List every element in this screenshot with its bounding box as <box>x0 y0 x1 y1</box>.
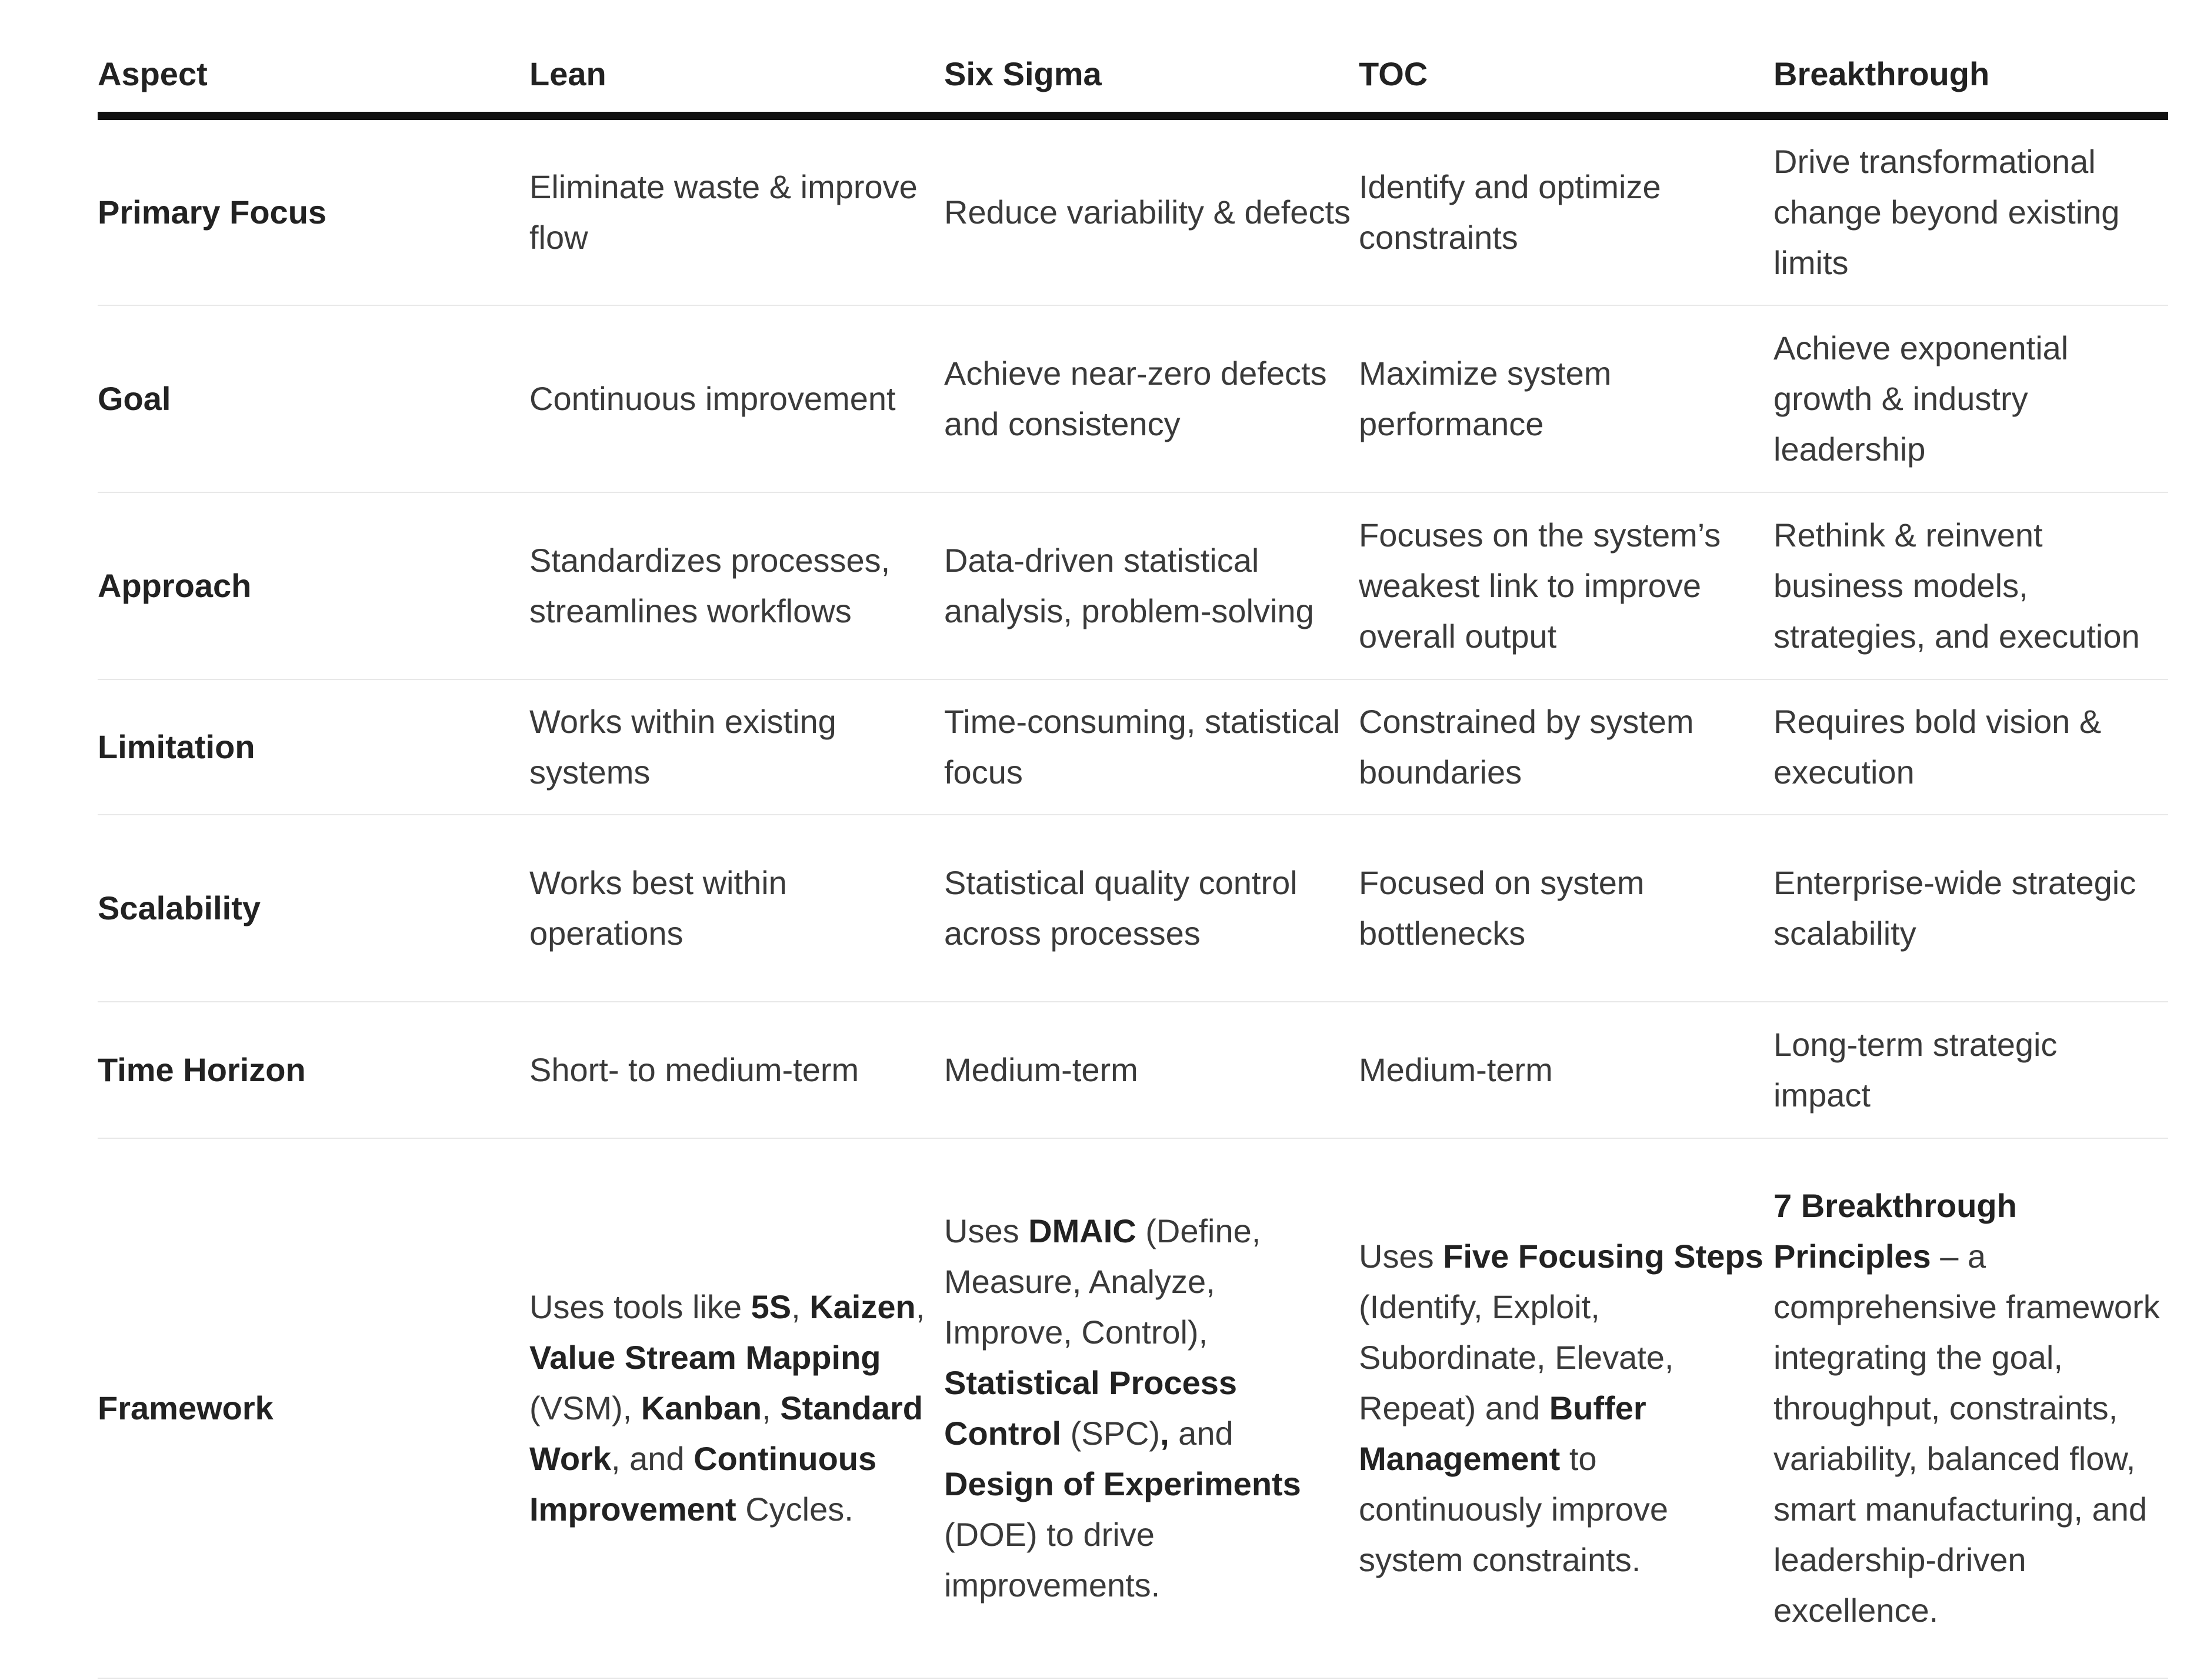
header-breakthrough: Breakthrough <box>1773 35 2168 116</box>
table-row <box>98 492 2168 679</box>
header-aspect: Aspect <box>98 35 529 116</box>
cell-lean: Short- to medium-term <box>529 1002 944 1138</box>
cell-six-sigma: Time-consuming, statistical focus <box>944 679 1359 815</box>
cell-toc: Constrained by system boundaries <box>1359 679 1773 815</box>
cell-toc: Maximize system performance <box>1359 305 1773 492</box>
table-row <box>98 1002 2168 1138</box>
cell-breakthrough: Drive transformational change beyond existing limits <box>1773 116 2168 305</box>
table-row <box>98 679 2168 815</box>
cell-breakthrough: Enterprise-wide strategic scalability <box>1773 815 2168 1002</box>
table-row <box>98 116 2168 305</box>
row-label: Framework <box>98 1138 529 1678</box>
bold-run: Buffer Management <box>1359 1389 1646 1477</box>
cell-breakthrough: Rethink & reinvent business models, strategies, and execution <box>1773 492 2168 679</box>
cell-six-sigma <box>944 1138 1359 1678</box>
cell-toc: Focuses on the system’s weakest link to improve overall output <box>1359 492 1773 679</box>
cell-lean: Works within existing systems <box>529 679 944 815</box>
comparison-table <box>98 35 2168 1679</box>
table-row <box>98 815 2168 1002</box>
bold-run: DMAIC <box>1028 1212 1136 1249</box>
bold-run: Design of Experiments <box>944 1465 1301 1502</box>
cell-six-sigma: Data-driven statistical analysis, problem-solving <box>944 492 1359 679</box>
cell-breakthrough: Requires bold vision & execution <box>1773 679 2168 815</box>
header-six-sigma: Six Sigma <box>944 35 1359 116</box>
cell-breakthrough: Achieve exponential growth & industry leadership <box>1773 305 2168 492</box>
bold-run: 7 Breakthrough Principles <box>1773 1187 2017 1275</box>
header-lean: Lean <box>529 35 944 116</box>
table-row-framework <box>98 1138 2168 1678</box>
text-run: , and <box>611 1440 694 1477</box>
cell-toc: Medium-term <box>1359 1002 1773 1138</box>
text-run: Cycles. <box>736 1491 854 1528</box>
text-run: (Define, Measure, Analyze, Improve, Control), <box>944 1212 1261 1351</box>
cell-toc <box>1359 1138 1773 1678</box>
bold-run: Continuous Improvement <box>529 1440 877 1528</box>
row-label: Approach <box>98 492 529 679</box>
cell-lean: Works best within operations <box>529 815 944 1002</box>
cell-toc: Focused on system bottlenecks <box>1359 815 1773 1002</box>
bold-run: Five Focusing Steps <box>1443 1238 1763 1275</box>
text-run: – a comprehensive framework integrating the goal, throughput, constraints, variability, balanced flow, smart manufacturing, and leadership-driven excellence. <box>1773 1238 2160 1629</box>
bold-run: Kanban <box>641 1389 762 1426</box>
text-run: (DOE) to drive improvements. <box>944 1516 1161 1604</box>
cell-six-sigma: Statistical quality control across processes <box>944 815 1359 1002</box>
bold-run: 5S <box>751 1288 792 1325</box>
text-run: , <box>762 1389 781 1426</box>
text-run: (Identify, Exploit, Subordinate, Elevate, Repeat) and <box>1359 1288 1674 1426</box>
comparison-table-wrapper <box>98 35 2168 1679</box>
text-run: Uses <box>944 1212 1029 1249</box>
bold-run: Kaizen <box>809 1288 916 1325</box>
cell-six-sigma: Reduce variability & defects <box>944 116 1359 305</box>
cell-breakthrough <box>1773 1138 2168 1678</box>
row-label: Scalability <box>98 815 529 1002</box>
row-label: Time Horizon <box>98 1002 529 1138</box>
text-run: Uses <box>1359 1238 1443 1275</box>
bold-run: Statistical Process Control <box>944 1364 1238 1452</box>
row-label: Limitation <box>98 679 529 815</box>
bold-run: , <box>1160 1415 1169 1452</box>
header-row <box>98 35 2168 116</box>
text-run: (VSM), <box>529 1389 641 1426</box>
cell-lean: Eliminate waste & improve flow <box>529 116 944 305</box>
table-row <box>98 305 2168 492</box>
cell-lean: Standardizes processes, streamlines workflows <box>529 492 944 679</box>
cell-breakthrough: Long-term strategic impact <box>1773 1002 2168 1138</box>
row-label: Primary Focus <box>98 116 529 305</box>
text-run: (SPC) <box>1061 1415 1161 1452</box>
text-run: Uses tools like <box>529 1288 751 1325</box>
text-run: and <box>1169 1415 1233 1452</box>
cell-six-sigma: Medium-term <box>944 1002 1359 1138</box>
cell-toc: Identify and optimize constraints <box>1359 116 1773 305</box>
row-label: Goal <box>98 305 529 492</box>
header-toc: TOC <box>1359 35 1773 116</box>
cell-lean <box>529 1138 944 1678</box>
text-run: , <box>791 1288 810 1325</box>
bold-run: Value Stream Mapping <box>529 1339 881 1376</box>
bold-run: Standard Work <box>529 1389 923 1477</box>
cell-six-sigma: Achieve near-zero defects and consistency <box>944 305 1359 492</box>
text-run: , <box>915 1288 925 1325</box>
text-run: to continuously improve system constraints. <box>1359 1440 1669 1578</box>
cell-lean: Continuous improvement <box>529 305 944 492</box>
